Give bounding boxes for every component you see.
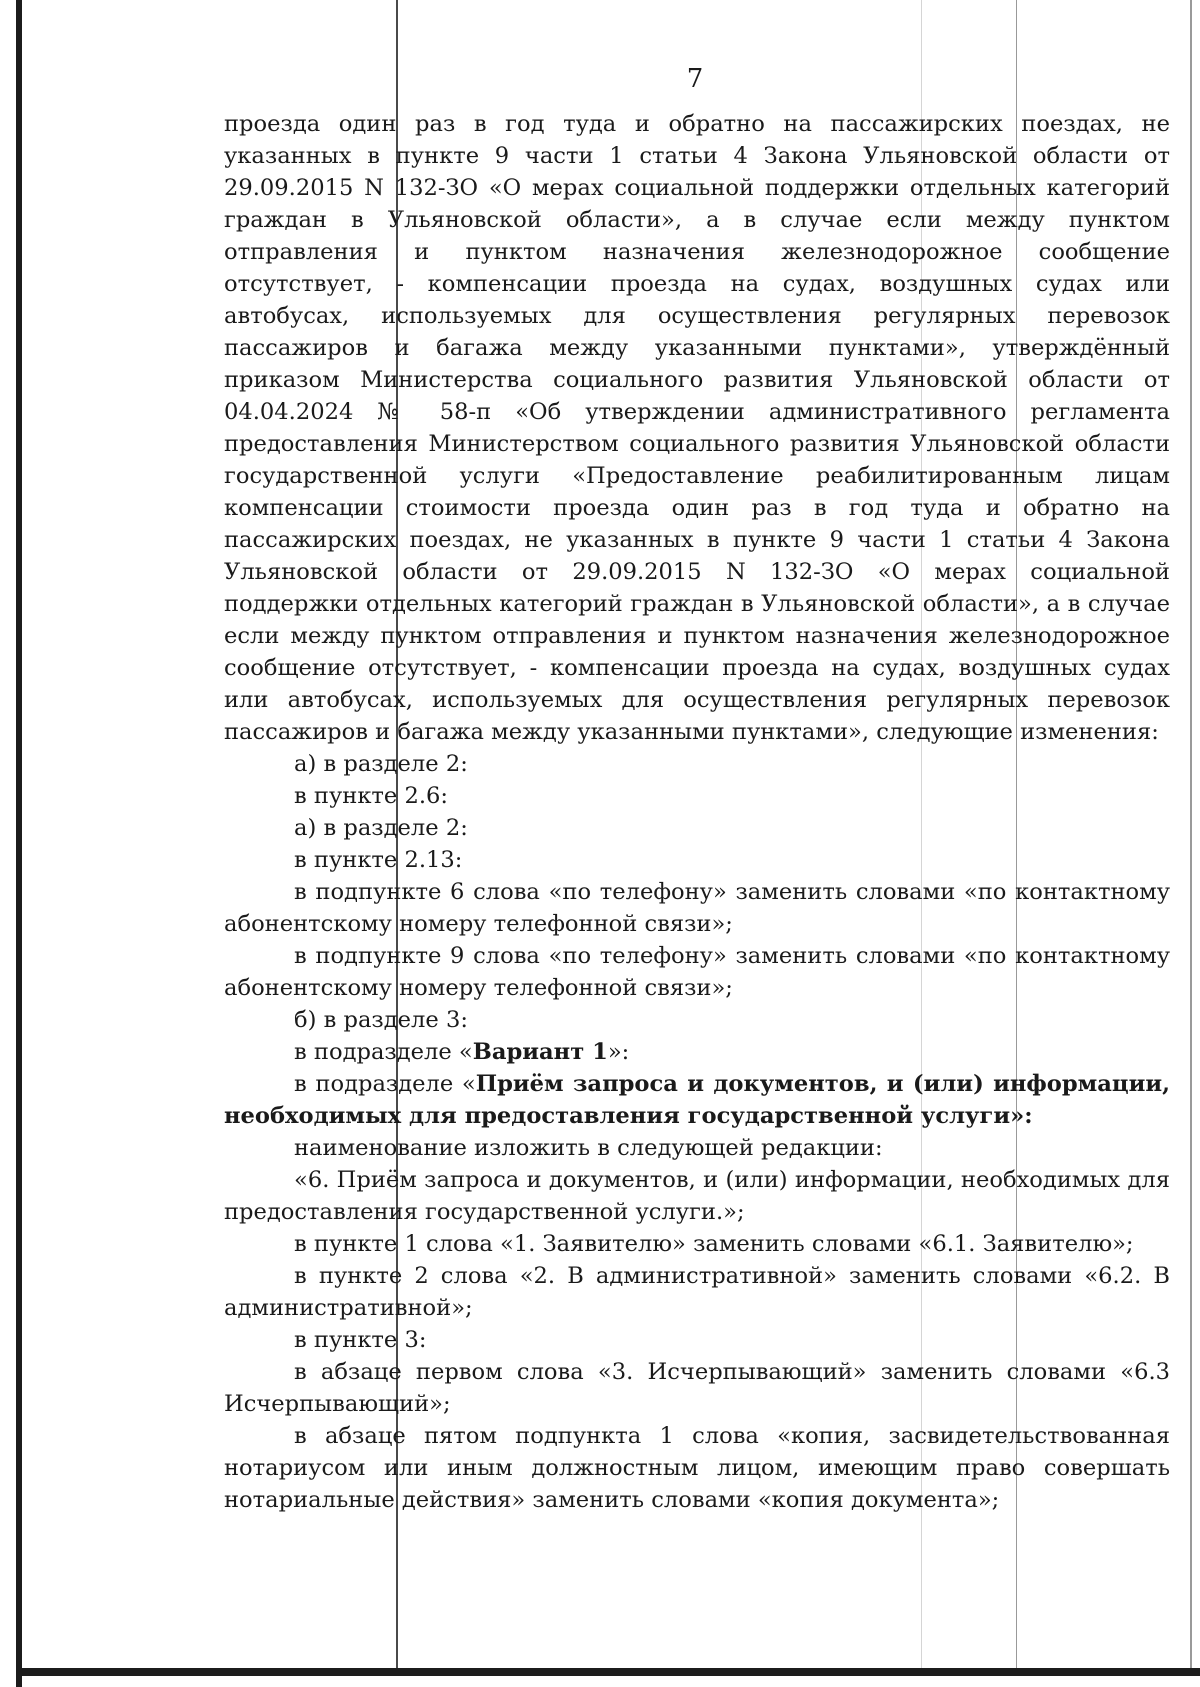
paragraph: в пункте 2 слова «2. В административной» заменить словами «6.2. В административной»; <box>224 1263 1170 1321</box>
paragraph-variant <box>224 1036 1170 1068</box>
paragraph-subsection <box>224 1068 1170 1132</box>
variant-title: Вариант 1 <box>472 1039 608 1065</box>
paragraph: в пункте 2.13: <box>294 847 463 873</box>
scan-edge-right <box>1190 0 1192 1668</box>
paragraph: проезда один раз в год туда и обратно на пассажирских поездах, не указанных в пункте 9 части 1 статьи 4 Закона Ульяновской области от 29.09.2015 N 132-ЗО «О мерах социальной поддержки отдельных категорий граждан в Ульяновской области», а в случае если между пунктом отправления и пунктом назначения железнодорожное сообщение отсутствует, - компенсации проезда на судах, воздушных судах или автобусах, используемых для осуществления регулярных перевозок пассажиров и багажа между указанными пунктами», утверждённый приказом Министерства социального развития Ульяновской области от 04.04.2024 № 58-п «Об утверждении административного регламента предоставления Министерством социального развития Ульяновской области государственной услуги «Предоставление реабилитированным лицам компенсации стоимости проезда один раз в год туда и обратно на пассажирских поездах, не указанных в пункте 9 части 1 статьи 4 Закона Ульяновской области от 29.09.2015 N 132-ЗО «О мерах социальной поддержки отдельных категорий граждан в Ульяновской области», а в случае если между пунктом отправления и пунктом назначения железнодорожное сообщение отсутствует, - компенсации проезда на судах, воздушных судах или автобусах, используемых для осуществления регулярных перевозок пассажиров и багажа между указанными пунктами», следующие изменения: <box>224 111 1170 745</box>
scan-edge-bottom <box>16 1668 1200 1676</box>
paragraph: в абзаце пятом подпункта 1 слова «копия, засвидетельствованная нотариусом или иным должностным лицом, имеющим право совершать нотариальные действия» заменить словами «копия документа»; <box>224 1423 1170 1513</box>
variant-suffix: »: <box>607 1039 630 1065</box>
paragraph: в пункте 1 слова «1. Заявителю» заменить словами «6.1. Заявителю»; <box>294 1231 1134 1257</box>
subsection-title: Приём запроса и документов, и (или) информации, необходимых для предоставления государственной услуги»: <box>224 1071 1170 1129</box>
scan-edge-left <box>16 0 22 1687</box>
subsection-prefix: в подразделе « <box>294 1071 476 1097</box>
document-body <box>224 108 1170 1516</box>
paragraph: в пункте 3: <box>294 1327 427 1353</box>
paragraph: в абзаце первом слова «3. Исчерпывающий» заменить словами «6.3 Исчерпывающий»; <box>224 1359 1170 1417</box>
paragraph: а) в разделе 2: <box>294 751 468 777</box>
page-number: 7 <box>686 64 704 94</box>
paragraph: в подпункте 9 слова «по телефону» заменить словами «по контактному абонентскому номеру телефонной связи»; <box>224 943 1170 1001</box>
paragraph: а) в разделе 2: <box>294 815 468 841</box>
paragraph: б) в разделе 3: <box>294 1007 468 1033</box>
variant-prefix: в подразделе « <box>294 1039 473 1065</box>
paragraph: в подпункте 6 слова «по телефону» заменить словами «по контактному абонентскому номеру телефонной связи»; <box>224 879 1170 937</box>
paragraph: наименование изложить в следующей редакции: <box>294 1135 883 1161</box>
paragraph: «6. Приём запроса и документов, и (или) информации, необходимых для предоставления государственной услуги.»; <box>224 1167 1170 1225</box>
paragraph: в пункте 2.6: <box>294 783 449 809</box>
